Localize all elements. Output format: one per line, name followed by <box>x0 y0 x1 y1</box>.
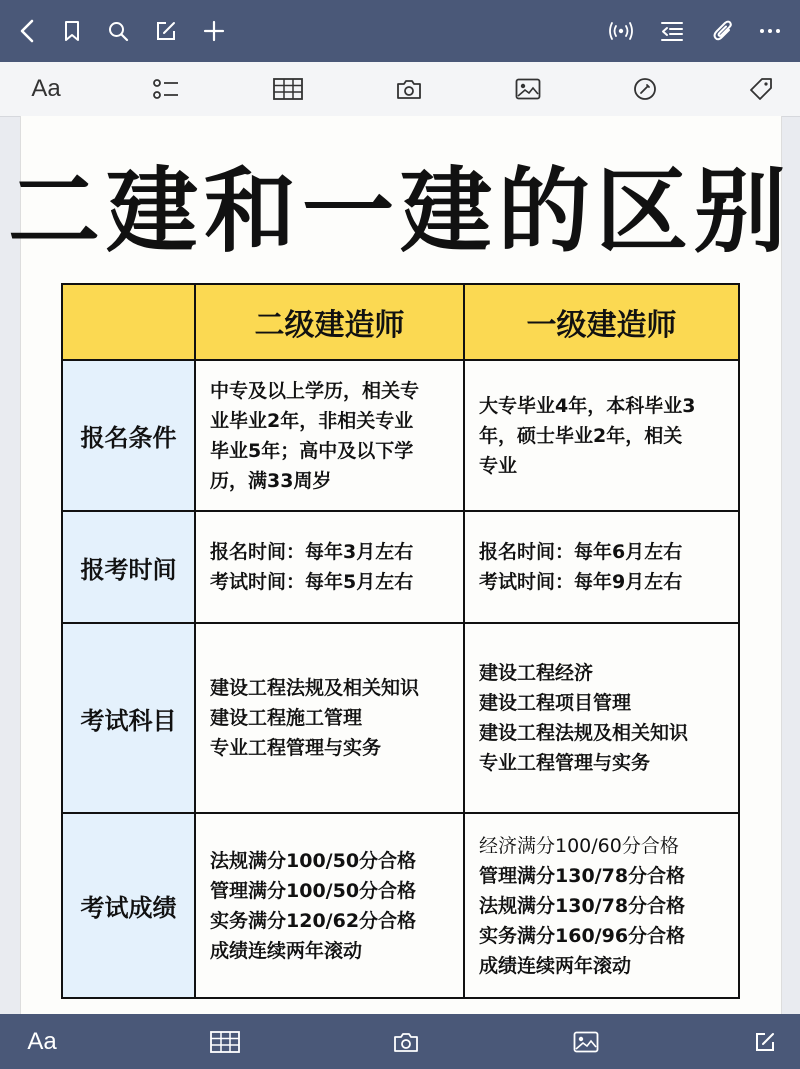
cell-line: 报名时间：每年6月左右 <box>479 541 683 563</box>
more-icon[interactable] <box>752 13 788 49</box>
level-1-cell <box>464 360 739 511</box>
text-format-button[interactable]: Aa <box>31 75 61 102</box>
cell-line: 法规满分130/78分合格 <box>479 894 686 917</box>
format-toolbar <box>0 62 800 117</box>
paperclip-icon[interactable] <box>705 13 741 49</box>
camera-icon[interactable] <box>391 71 427 107</box>
row-label: 考试科目 <box>62 623 195 813</box>
cell-line: 成绩连续两年滚动 <box>479 954 632 977</box>
cell-line: 经济满分100/60分合格 <box>479 834 679 857</box>
level-1-cell <box>464 511 739 623</box>
level-2-cell <box>195 623 464 813</box>
level-1-cell <box>464 623 739 813</box>
level-2-cell <box>195 813 464 998</box>
checklist-icon[interactable] <box>148 71 184 107</box>
cell-line: 管理满分130/78分合格 <box>479 864 686 887</box>
edit-icon[interactable] <box>148 13 184 49</box>
search-icon[interactable] <box>100 13 136 49</box>
row-label: 考试成绩 <box>62 813 195 998</box>
cell-line: 成绩连续两年滚动 <box>210 939 363 962</box>
bottom-toolbar <box>0 1014 800 1069</box>
list-indent-icon[interactable] <box>654 13 690 49</box>
comparison-table <box>61 283 740 999</box>
cell-line: 大专毕业4年，本科毕业3 <box>479 394 696 417</box>
header-empty-cell <box>62 284 195 360</box>
row-label: 报名条件 <box>62 360 195 511</box>
cell-line: 法规满分100/50分合格 <box>210 849 417 872</box>
cell-line: 中专及以上学历，相关专 <box>210 379 420 402</box>
table-icon[interactable] <box>270 71 306 107</box>
note-title: 二建和一建的区别 <box>7 158 792 265</box>
level-2-cell <box>195 360 464 511</box>
cell-line: 考试时间：每年5月左右 <box>210 571 414 593</box>
camera-icon[interactable] <box>388 1024 424 1060</box>
cell-line: 年，硕士毕业2年，相关 <box>479 424 683 447</box>
header-level-1-constructor: 一级建造师 <box>464 284 739 360</box>
cell-line: 实务满分160/96分合格 <box>479 924 686 947</box>
cell-line: 毕业5年；高中及以下学 <box>210 439 414 462</box>
top-navigation-bar <box>0 0 800 62</box>
level-2-cell <box>195 511 464 623</box>
table-row-exam-scores <box>62 813 739 998</box>
cell-line: 建设工程经济 <box>479 662 594 684</box>
cell-line: 建设工程法规及相关知识 <box>210 677 420 699</box>
text-format-button[interactable]: Aa <box>27 1028 57 1055</box>
cell-line: 建设工程施工管理 <box>210 707 363 729</box>
cell-line: 建设工程法规及相关知识 <box>479 722 689 744</box>
cell-line: 建设工程项目管理 <box>479 692 632 714</box>
cell-line: 专业工程管理与实务 <box>479 752 651 774</box>
cell-line: 管理满分100/50分合格 <box>210 879 417 902</box>
pen-icon[interactable] <box>627 71 663 107</box>
cell-line: 专业工程管理与实务 <box>210 737 382 759</box>
bookmark-icon[interactable] <box>54 13 90 49</box>
cell-line: 历，满33周岁 <box>210 469 332 492</box>
image-icon[interactable] <box>568 1024 604 1060</box>
cell-line: 业毕业2年，非相关专业 <box>210 409 414 432</box>
back-icon[interactable] <box>10 13 46 49</box>
cell-line: 实务满分120/62分合格 <box>210 909 417 932</box>
row-label: 报考时间 <box>62 511 195 623</box>
cell-line: 专业 <box>479 454 518 477</box>
level-1-cell <box>464 813 739 998</box>
add-icon[interactable] <box>196 13 232 49</box>
table-header-row <box>62 284 739 360</box>
compose-icon[interactable] <box>747 1024 783 1060</box>
cell-line: 报名时间：每年3月左右 <box>210 541 414 563</box>
table-icon[interactable] <box>207 1024 243 1060</box>
cell-line: 考试时间：每年9月左右 <box>479 571 683 593</box>
tag-icon[interactable] <box>743 71 779 107</box>
table-row-exam-subjects <box>62 623 739 813</box>
broadcast-icon[interactable] <box>603 13 639 49</box>
table-row-registration-conditions <box>62 360 739 511</box>
image-icon[interactable] <box>510 71 546 107</box>
header-level-2-constructor: 二级建造师 <box>195 284 464 360</box>
table-row-exam-schedule <box>62 511 739 623</box>
